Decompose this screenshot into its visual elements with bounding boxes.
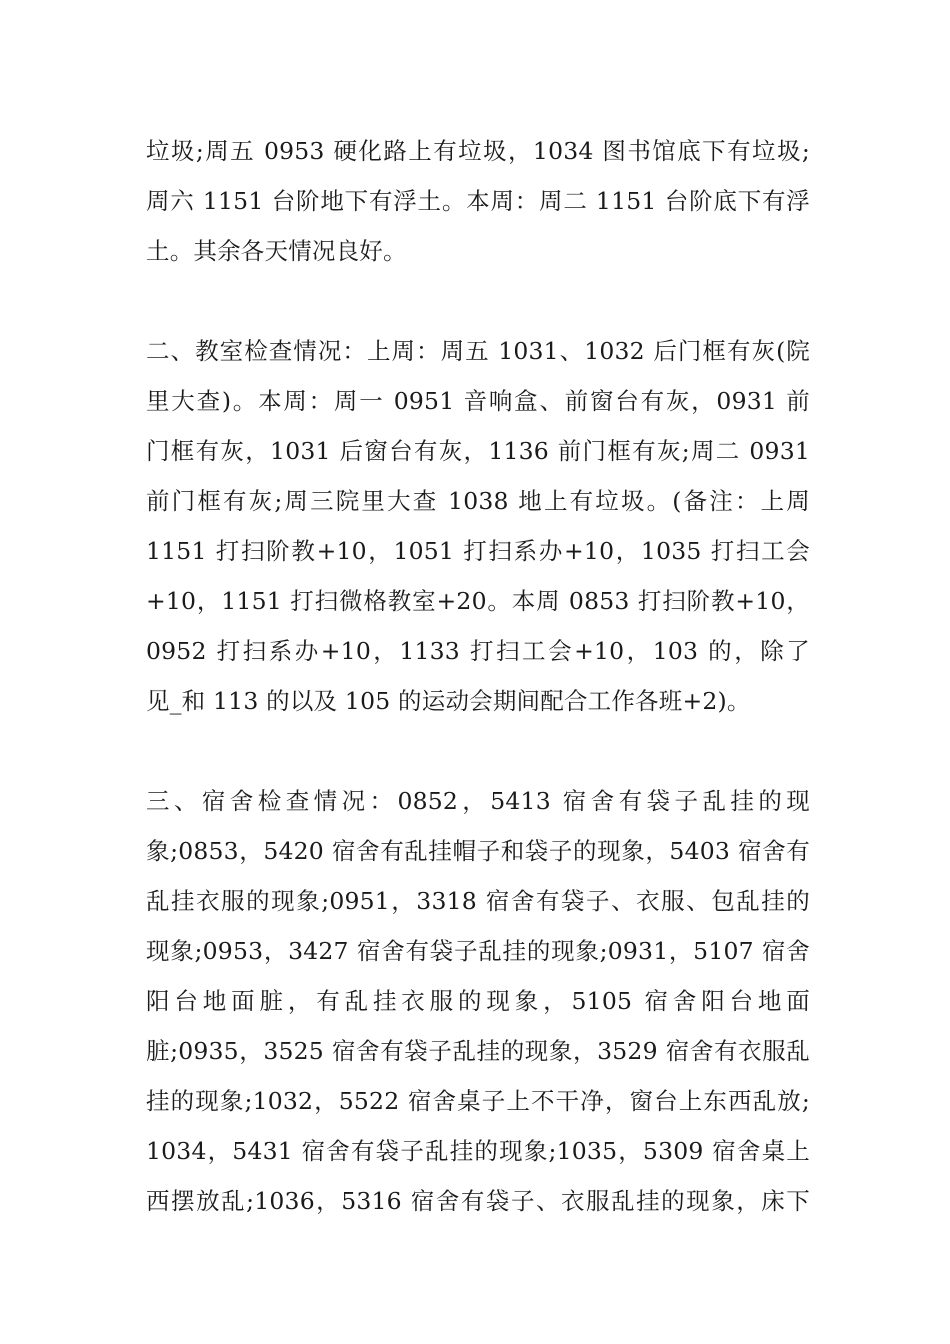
text-line: 垃圾;周五 0953 硬化路上有垃圾，1034 图书馆底下有垃圾; bbox=[146, 137, 810, 165]
text-line: 现象;0953，3427 宿舍有袋子乱挂的现象;0931，5107 宿舍 bbox=[146, 937, 810, 965]
text-line: 西摆放乱;1036，5316 宿舍有袋子、衣服乱挂的现象，床下 bbox=[146, 1187, 810, 1215]
text-line: 脏;0935，3525 宿舍有袋子乱挂的现象，3529 宿舍有衣服乱 bbox=[146, 1037, 810, 1065]
text-line: 前门框有灰;周三院里大查 1038 地上有垃圾。(备注：上周 bbox=[146, 487, 810, 515]
text-line: 象;0853，5420 宿舍有乱挂帽子和袋子的现象，5403 宿舍有 bbox=[146, 837, 810, 865]
text-line: 挂的现象;1032，5522 宿舍桌子上不干净，窗台上东西乱放; bbox=[146, 1087, 810, 1115]
text-line: 土。其余各天情况良好。 bbox=[146, 237, 407, 265]
document-body bbox=[146, 126, 810, 1226]
text-line: 阳台地面脏，有乱挂衣服的现象，5105 宿舍阳台地面 bbox=[146, 987, 810, 1015]
text-line: 0952 打扫系办+10，1133 打扫工会+10，103 的，除了 bbox=[146, 637, 810, 665]
text-line: 1151 打扫阶教+10，1051 打扫系办+10，1035 打扫工会 bbox=[146, 537, 810, 565]
text-line: 周六 1151 台阶地下有浮土。本周：周二 1151 台阶底下有浮 bbox=[146, 187, 810, 215]
text-line: 二、教室检查情况：上周：周五 1031、1032 后门框有灰(院 bbox=[146, 337, 810, 365]
text-line: +10，1151 打扫微格教室+20。本周 0853 打扫阶教+10， bbox=[146, 587, 810, 615]
text-line: 里大查)。本周：周一 0951 音响盒、前窗台有灰，0931 前 bbox=[146, 387, 810, 415]
paragraph-gap bbox=[146, 276, 810, 326]
paragraph-litter bbox=[146, 126, 810, 276]
text-line: 门框有灰，1031 后窗台有灰，1136 前门框有灰;周二 0931 bbox=[146, 437, 810, 465]
paragraph-classroom-inspection bbox=[146, 326, 810, 726]
text-line: 乱挂衣服的现象;0951，3318 宿舍有袋子、衣服、包乱挂的 bbox=[146, 887, 810, 915]
paragraph-gap bbox=[146, 726, 810, 776]
paragraph-dormitory-inspection bbox=[146, 776, 810, 1226]
text-line: 三、宿舍检查情况：0852，5413 宿舍有袋子乱挂的现 bbox=[146, 787, 810, 815]
text-line: 见_和 113 的以及 105 的运动会期间配合工作各班+2)。 bbox=[146, 687, 751, 715]
text-line: 1034，5431 宿舍有袋子乱挂的现象;1035，5309 宿舍桌上 bbox=[146, 1137, 810, 1165]
